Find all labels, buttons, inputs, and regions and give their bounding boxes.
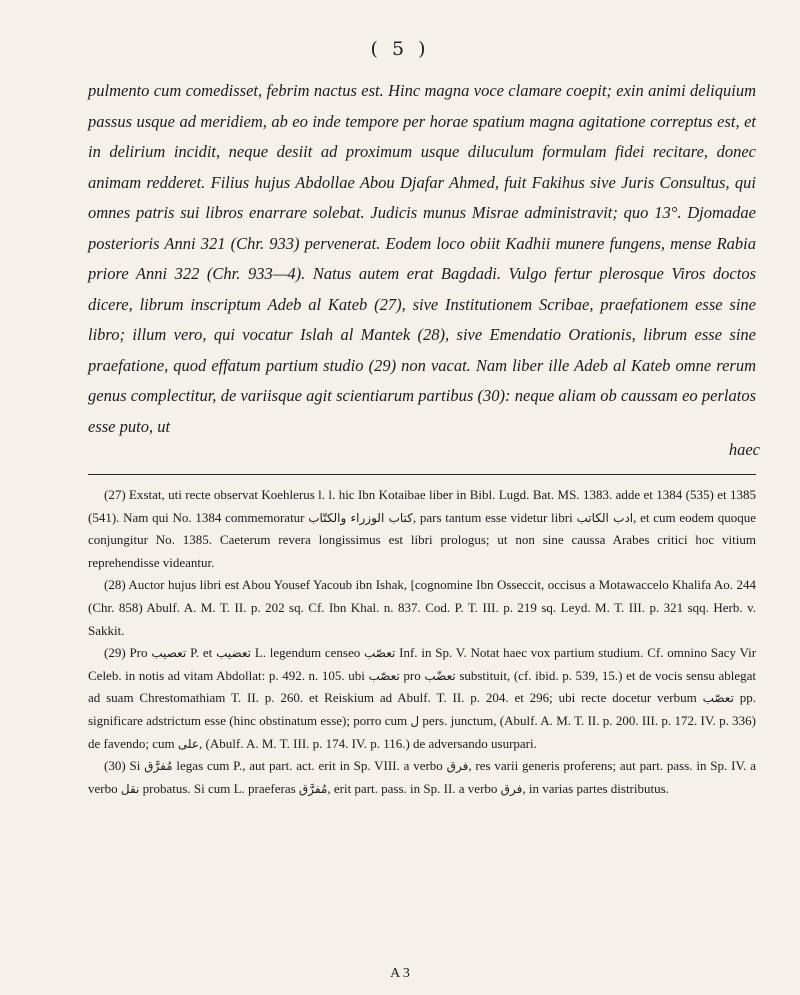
- footnote-29-text-i: , (Abulf. A. M. T. III. p. 174. IV. p. 116.) de adversando usurpari.: [199, 735, 537, 751]
- main-text-block: [88, 76, 756, 442]
- footnote-30-text-d: probatus. Si cum L. praeferas: [142, 780, 296, 796]
- footnote-29-text-h: pers. junctum, (Abulf. A. M. T. II. p. 200. III. p. 172. IV. p. 336) de favendo; cum: [88, 712, 756, 751]
- signature-mark: A 3: [390, 966, 410, 981]
- arabic-term: كتاب الوزراء والكتّاب: [308, 510, 413, 525]
- arabic-term: تعضّب: [424, 668, 456, 683]
- footnote-29-text-g: pp. significare adstrictum esse (hinc obstinatum esse); porro cum: [88, 690, 757, 728]
- arabic-term: تعضيب: [216, 646, 252, 661]
- arabic-term: ادب الكاتب: [576, 510, 634, 525]
- footnote-29-text-c: L. legendum censeo: [254, 645, 361, 661]
- footnote-30-text-f: , in varias partes distributus.: [522, 780, 669, 796]
- arabic-term: نقل: [120, 781, 140, 796]
- footnote-27: [88, 484, 756, 574]
- footnote-27-text-a: (27) Exstat, uti recte observat Koehlerus l. l. hic Ibn Kotaibae liber in Bibl. Lugd. Bat. MS. 1383. adde et 1384 (535) et 1385 (541). Nam qui No. 1384 commemoratur: [88, 487, 756, 525]
- page-number: ( 5 ): [370, 38, 430, 60]
- footnote-30: [88, 755, 756, 800]
- footnote-27-text-c: , et cum eodem quoque conjungitur No. 1385. Caeterum revera longissimus est libri prologus; ut non sine caussa Arabes critici hoc vitium reprehendisse videantur.: [88, 509, 756, 570]
- footnote-29: [88, 642, 756, 755]
- footnote-29-text-b: P. et: [190, 645, 213, 661]
- arabic-term: فرق: [500, 781, 523, 796]
- arabic-term: على: [177, 736, 200, 751]
- footnote-30-text-a: (30) Si: [104, 758, 141, 774]
- main-paragraph: pulmento cum comedisset, febrim nactus est. Hinc magna voce clamare coepit; exin animi deliquium passus usque ad meridiem, ab eo inde tempore per horae spatium magna agitatione correptus est, et in delirium incidit, neque desiit ad proximum usque diluculum formulam fidei recitare, donec animam redderet. Filius hujus Abdollae Abou Djafar Ahmed, fuit Fakihus sive Juris Consultus, qui omnes patris sui libros enarrare solebat. Judicis munus Misrae administravit; quo 13°. Djomadae posterioris Anni 321 (Chr. 933) pervenerat. Eodem loco obiit Kadhii munere fungens, mense Rabia priore Anni 322 (Chr. 933—4). Natus autem erat Bagdadi. Vulgo fertur plerosque Viros doctos dicere, librum inscriptum Adeb al Kateb (27), sive Institutionem Scribae, praefationem esse sine libro; illum vero, qui vocatur Islah al Mantek (28), sive Emendatio Orationis, librum esse sine praefatione, quod effatum partium studio (29) non vacat. Nam liber ille Adeb al Kateb omne rerum genus complectitur, de variisque agit scientiarum partibus (30): neque aliam ob caussam eo perlatos esse puto, ut: [88, 81, 756, 436]
- arabic-term: تعصّب: [702, 691, 734, 706]
- footnote-29-text-e: pro: [403, 667, 421, 683]
- footnotes-block: [88, 484, 756, 800]
- arabic-term: تعصّب: [368, 668, 400, 683]
- footnote-30-text-c: , res varii generis proferens; aut part. pass. in Sp. IV. a verbo: [88, 758, 756, 796]
- arabic-term: مُفرَّق: [144, 759, 173, 774]
- footnote-29-text-a: (29) Pro: [104, 645, 148, 661]
- arabic-term: تعصّب: [364, 646, 396, 661]
- footnote-28: (28) Auctor hujus libri est Abou Yousef Yacoub ibn Ishak, [cognomine Ibn Osseccit, occisus a Motawaccelo Khalifa Ao. 244 (Chr. 858) Abulf. A. M. T. II. p. 202 sq. Cf. Ibn Khal. n. 837. Cod. P. T. III. p. 219 sq. Leyd. M. T. III. p. 321 sqq. Herb. v. Sakkit.: [88, 577, 756, 638]
- footnote-29-text-f: substituit, (cf. ibid. p. 539, 15.) et de vocis sensu ablegat ad suam Chrestomathiam T. II. p. 260. et Reiskium ad Abulf. T. II. p. 204. et 296; ubi recte docetur verbum: [88, 667, 757, 706]
- footnote-27-text-b: , pars tantum esse videtur libri: [412, 509, 573, 525]
- arabic-term: فرق: [446, 759, 469, 774]
- footnote-divider: [88, 474, 756, 475]
- footnote-30-text-b: legas cum P., aut part. act. erit in Sp. VIII. a verbo: [176, 758, 443, 774]
- catchword: haec: [728, 440, 760, 459]
- footnote-30-text-e: , erit part. pass. in Sp. II. a verbo: [327, 780, 498, 796]
- arabic-term: مُفرَّق: [298, 781, 328, 796]
- arabic-term: ل: [410, 713, 420, 728]
- arabic-term: تعصيب: [151, 646, 187, 661]
- footnote-29-text-d: Inf. in Sp. V. Notat haec vox partium studium. Cf. omnino Sacy Vir Celeb. in notis ad vitam Abdollat: p. 492. n. 105. ubi: [88, 645, 757, 683]
